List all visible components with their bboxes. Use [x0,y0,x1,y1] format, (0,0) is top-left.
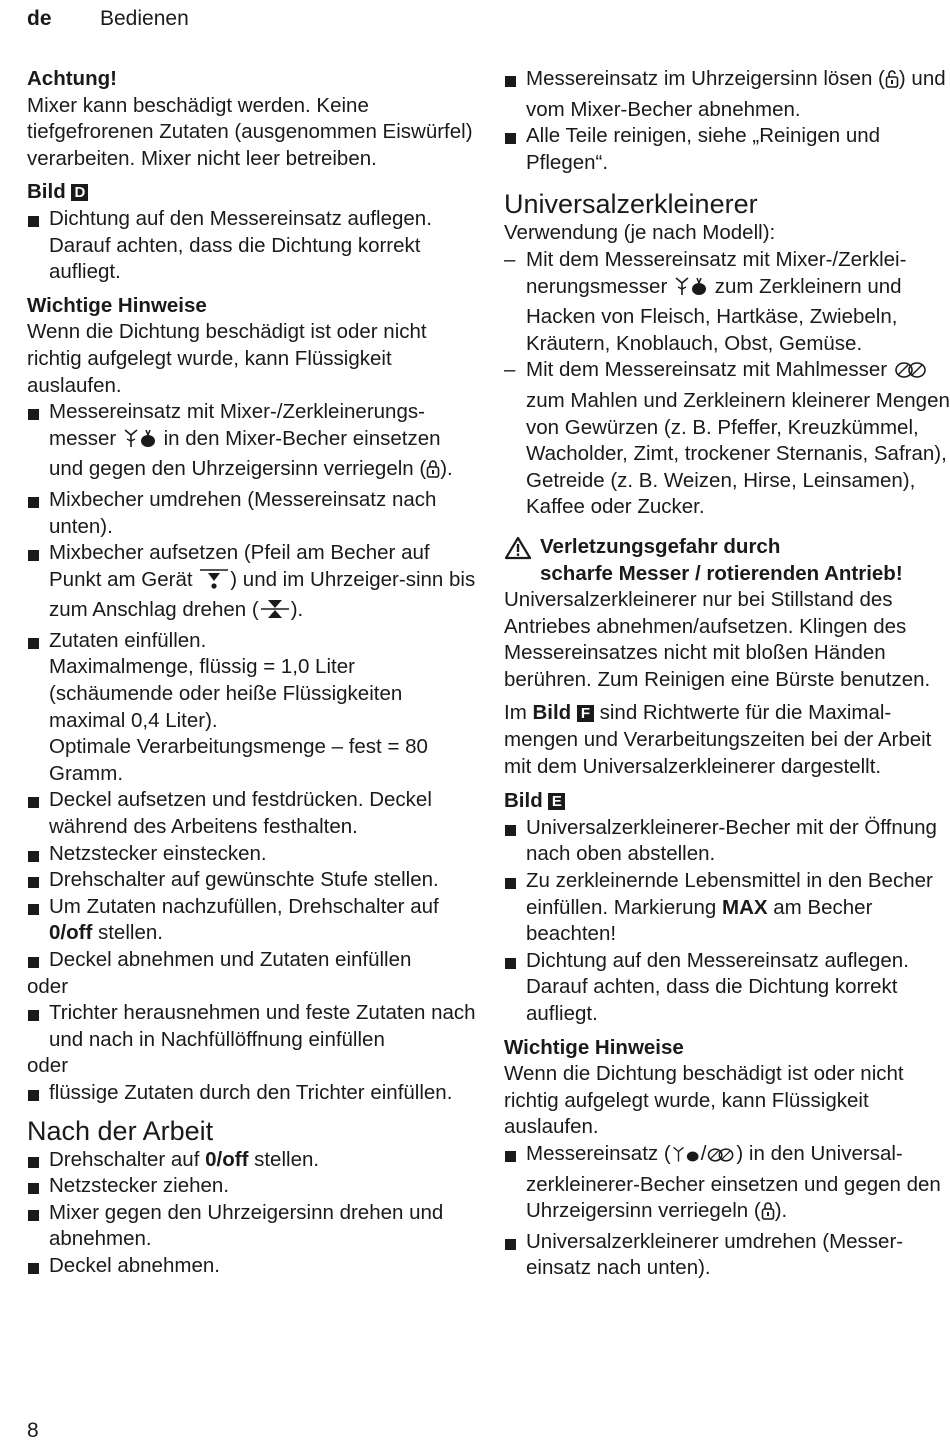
hint-title: Wichtige Hinweise [504,1035,684,1059]
list-item: Mixbecher aufsetzen (Pfeil am Becher auf Punkt am Gerät ) und im Uhrzeiger-sinn bis zum Anschlag drehen ( ). [27,540,477,628]
list-item: Drehschalter auf 0/off stellen. [27,1147,477,1174]
list-item: Um Zutaten nachzufüllen, Drehschalter auf 0/off stellen. [27,894,477,947]
mixer-blade-icon [122,427,158,457]
hint-title: Wichtige Hinweise [27,293,207,317]
list-item: Deckel abnehmen. [27,1253,477,1280]
figure-letter-badge: F [577,705,594,722]
section-title: Bedienen [100,7,189,30]
hint-text: Wenn die Dichtung beschädigt ist oder nicht richtig aufgelegt wurde, kann Flüssigkeit auslaufen. [27,320,427,397]
step-list-chopper-2 [504,1141,950,1282]
language-code: de [27,7,52,30]
grinding-blade-icon [893,360,929,388]
step-list-funnel [27,1000,477,1053]
step-list-remove [504,66,950,176]
warning-text: Universalzerkleinerer nur bei Stillstand des Antriebes abnehmen/aufsetzen. Klingen des Messereinsatzes nicht mit bloßen Händen berühren. Zum Reinigen eine Bürste benutzen. [504,588,931,691]
usage-intro: Verwendung (je nach Modell): [504,221,776,245]
mixer-blade-icon [673,275,709,305]
after-work-heading: Nach der Arbeit [27,1115,214,1146]
list-item: Dichtung auf den Messereinsatz auflegen. Darauf achten, dass die Dichtung korrekt aufliegt. [504,948,950,1028]
list-item: Universalzerkleinerer-Becher mit der Öffnung nach oben abstellen. [504,815,950,868]
lock-icon [426,459,440,487]
unlock-icon [885,69,899,97]
chopper-heading: Universalzerkleinerer [504,189,758,220]
step-list-after [27,1147,477,1280]
usage-list [504,247,950,521]
list-item: Netzstecker einstecken. [27,841,477,868]
list-item: – Mit dem Messereinsatz mit Mixer-/Zerklei-nerungsmesser zum Zerkleinern und Hacken von Fleisch, Hartkäse, Zwiebeln, Kräutern, Knoblauch, Obst, Gemüse. [504,247,950,357]
list-item: Universalzerkleinerer umdrehen (Messer-einsatz nach unten). [504,1229,950,1282]
list-item: Mixbecher umdrehen (Messereinsatz nach unten). [27,487,477,540]
caution-title: Achtung! [27,67,117,90]
end-stop-icon [259,598,291,628]
figure-letter-badge: E [548,793,565,810]
warning-icon [504,536,532,568]
figure-f-paragraph: Im Bild F sind Richtwerte für die Maximal-mengen und Verarbeitungszeiten bei der Arbeit mit dem Universalzerkleinerer dargestellt. [504,701,932,778]
mixer-blade-icon [671,1144,701,1172]
step-list-seal [27,206,477,286]
figure-letter-badge: D [71,184,88,201]
arrow-to-dot-icon [198,568,230,598]
list-item: Deckel aufsetzen und festdrücken. Deckel während des Arbeitens festhalten. [27,787,477,840]
list-item: flüssige Zutaten durch den Trichter einfüllen. [27,1080,477,1107]
left-column [27,66,477,1280]
list-item: Messereinsatz mit Mixer-/Zerkleinerungs-messer in den Mixer-Becher einsetzen und gegen den Uhrzeigersinn verriegeln ( ). [27,399,477,487]
or-text: oder [27,1054,69,1078]
lock-icon [761,1201,775,1229]
right-column [504,66,950,1282]
step-list-mixer [27,399,477,973]
list-item: Zutaten einfüllen. Maximalmenge, flüssig = 1,0 Liter (schäumende oder heiße Flüssigkeiten maximal 0,4 Liter). Optimale Verarbeitungsmenge – fest = 80 Gramm. [27,628,477,788]
list-item: Zu zerkleinernde Lebensmittel in den Becher einfüllen. Markierung MAX am Becher beachten! [504,868,950,948]
warning-heading: Verletzungsgefahr durch scharfe Messer / rotierenden Antrieb! [504,534,950,587]
list-item: – Mit dem Messereinsatz mit Mahlmesser zum Mahlen und Zerkleinern kleinerer Mengen von Gewürzen (z. B. Pfeffer, Kreuzkümmel, Wacholder, Zimt, trockener Sternanis, Safran), Getreide (z. B. Weizen, Hirse, Leinsamen), Kaffee oder Zucker. [504,357,950,521]
list-item: Netzstecker ziehen. [27,1173,477,1200]
figure-ref-d: Bild D [27,179,477,206]
list-item: Alle Teile reinigen, siehe „Reinigen und Pflegen“. [504,123,950,176]
caution-text: Mixer kann beschädigt werden. Keine tiefgefrorenen Zutaten (ausgenommen Eiswürfel) verarbeiten. Mixer nicht leer betreiben. [27,93,473,170]
list-item: Deckel abnehmen und Zutaten einfüllen [27,947,477,974]
step-list-chopper [504,815,950,1028]
list-item: Drehschalter auf gewünschte Stufe stellen. [27,867,477,894]
list-item: Messereinsatz ( / ) in den Universal-zerkleinerer-Becher einsetzen und gegen den Uhrzeigersinn verriegeln ( ). [504,1141,950,1229]
list-item: Dichtung auf den Messereinsatz auflegen. Darauf achten, dass die Dichtung korrekt aufliegt. [27,206,477,286]
list-item: Mixer gegen den Uhrzeigersinn drehen und abnehmen. [27,1200,477,1253]
page-header [27,6,189,33]
page-number: 8 [27,1419,39,1442]
grinding-blade-icon [706,1145,736,1172]
list-item: Trichter herausnehmen und feste Zutaten nach und nach in Nachfüllöffnung einfüllen [27,1000,477,1053]
list-item: Messereinsatz im Uhrzeigersinn lösen ( ) und vom Mixer-Becher abnehmen. [504,66,950,123]
figure-ref-e: Bild E [504,788,950,815]
or-text: oder [27,974,69,998]
step-list-liquid [27,1080,477,1107]
hint-text: Wenn die Dichtung beschädigt ist oder nicht richtig aufgelegt wurde, kann Flüssigkeit auslaufen. [504,1062,904,1139]
